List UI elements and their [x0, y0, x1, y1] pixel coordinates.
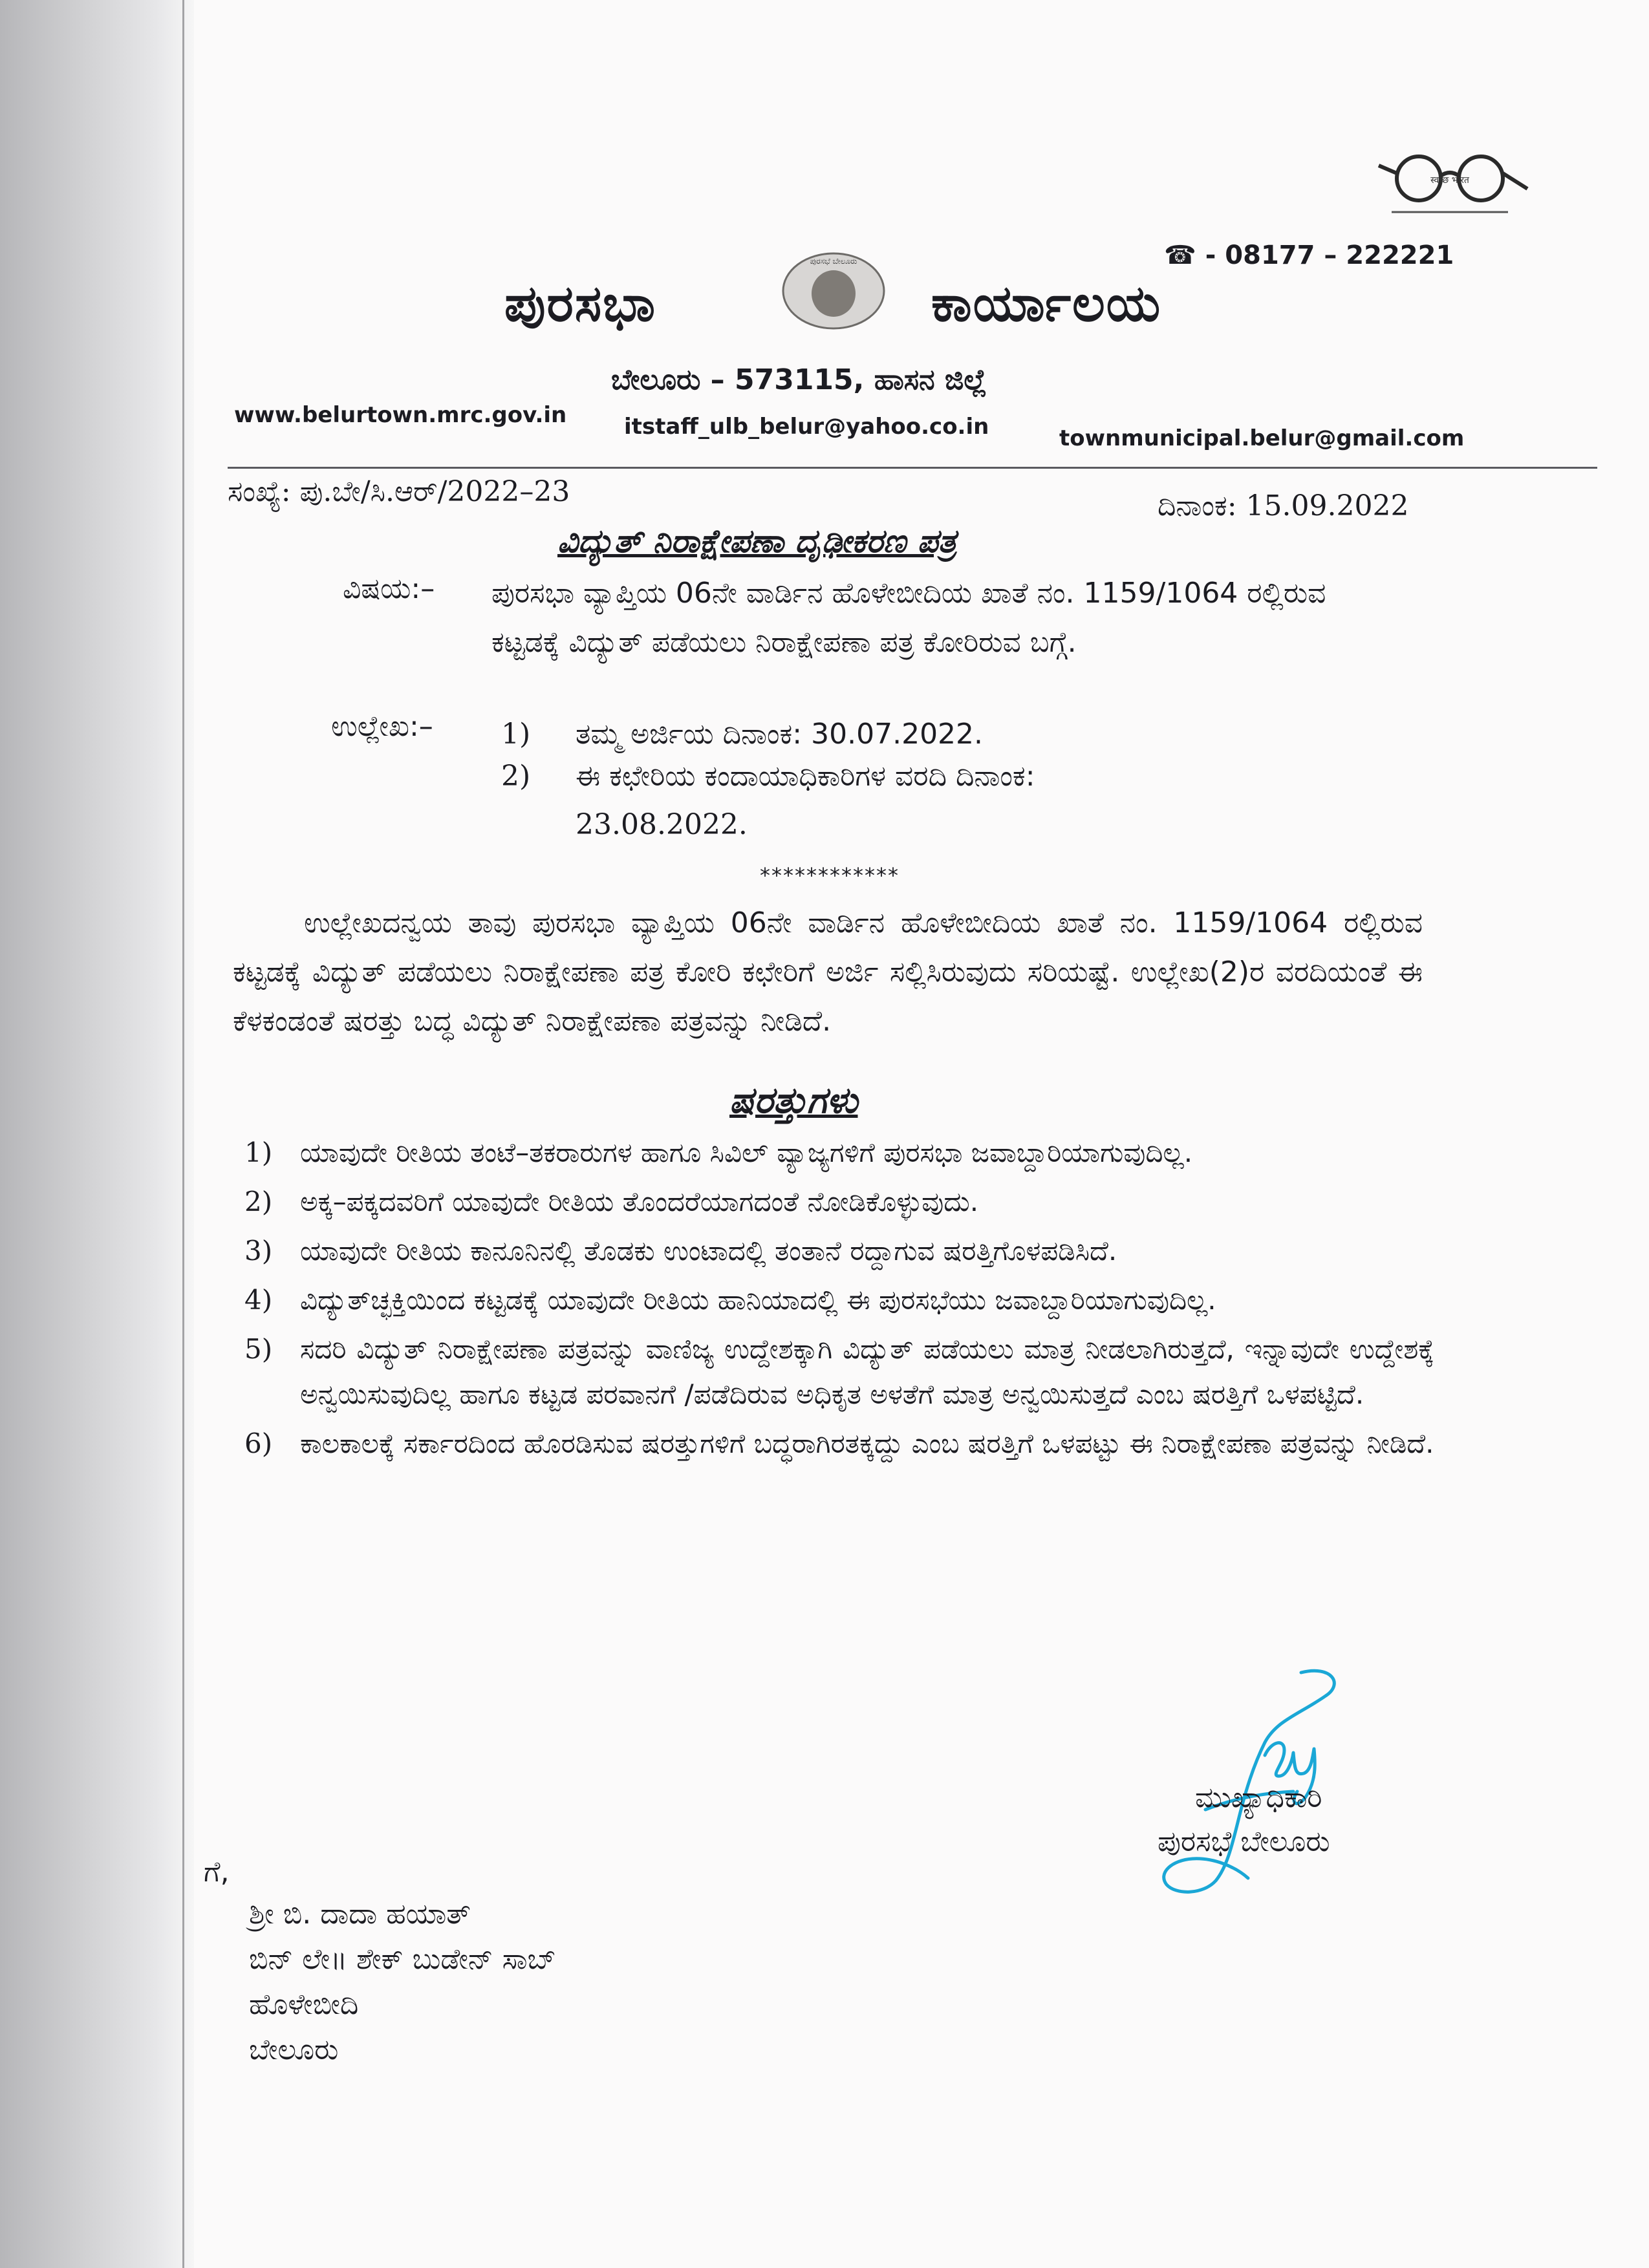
recipient-town: ಬೇಲೂರು [249, 2033, 339, 2066]
to-mark: ಗೆ, [204, 1856, 230, 1888]
condition-text: ಯಾವುದೇ ರೀತಿಯ ತಂಟೆ–ತಕರಾರುಗಳ ಹಾಗೂ ಸಿವಿಲ್ ವ್ಯಾಜ್ಯಗಳಿಗೆ ಪುರಸಭಾ ಜವಾಬ್ದಾರಿಯಾಗುವುದಿಲ್ಲ. [300, 1137, 1193, 1168]
condition-number: 1) [244, 1137, 273, 1168]
swachh-logo-text: स्वच्छ भारत [1430, 175, 1469, 186]
subject-label: ವಿಷಯ:– [343, 572, 435, 605]
condition-number: 5) [244, 1333, 273, 1365]
condition-item [244, 1228, 1434, 1274]
scan-binding-edge [0, 0, 194, 2268]
body-paragraph: ಉಲ್ಲೇಖದನ್ವಯ ತಾವು ಪುರಸಭಾ ವ್ಯಾಪ್ತಿಯ 06ನೇ ವಾರ್ಡಿನ ಹೊಳೇಬೀದಿಯ ಖಾತೆ ನಂ. 1159/1064 ರಲ್ಲಿರುವ ಕಟ್ಟಡಕ್ಕೆ ವಿದ್ಯುತ್ ಪಡೆಯಲು ನಿರಾಕ್ಷೇಪಣಾ ಪತ್ರ ಕೋರಿ ಕಛೇರಿಗೆ ಅರ್ಜಿ ಸಲ್ಲಿಸಿರುವುದು ಸರಿಯಷ್ಟೆ. ಉಲ್ಲೇಖ(2)ರ ವರದಿಯಂತೆ ಈ ಕೆಳಕಂಡಂತೆ ಷರತ್ತು ಬದ್ಧ ವಿದ್ಯುತ್ ನಿರಾಕ್ಷೇಪಣಾ ಪತ್ರವನ್ನು ನೀಡಿದೆ. [233, 906, 1423, 1038]
recipient-father-name: ಬಿನ್ ಲೇ॥ ಶೇಕ್ ಬುಡೇನ್ ಸಾಬ್ [249, 1943, 556, 1976]
reference-2-date: 23.08.2022. [576, 808, 748, 841]
condition-item [244, 1130, 1434, 1175]
swachh-bharat-logo [1372, 147, 1534, 225]
reference-1-text: ತಮ್ಮ ಅರ್ಜಿಯ ದಿನಾಂಕ: 30.07.2022. [576, 718, 984, 751]
reference-number: ಸಂಖ್ಯೆ: ಪು.ಬೇ/ಸಿ.ಆರ್/2022–23 [228, 475, 570, 508]
office-name: ಪುರಸಭಾ [504, 275, 656, 333]
website-link[interactable]: www.belurtown.mrc.gov.in [234, 402, 567, 428]
reference-1-number: 1) [501, 718, 531, 751]
separator-stars: ************ [760, 863, 900, 888]
municipality-seal-icon [781, 251, 887, 332]
condition-item [244, 1179, 1434, 1225]
office-address: ಬೇಲೂರು – 573115, ಹಾಸನ ಜಿಲ್ಲೆ [611, 363, 987, 396]
condition-item [244, 1278, 1434, 1323]
condition-text: ಯಾವುದೇ ರೀತಿಯ ಕಾನೂನಿನಲ್ಲಿ ತೊಡಕು ಉಂಟಾದಲ್ಲಿ ತಂತಾನೆ ರದ್ದಾಗುವ ಷರತ್ತಿಗೊಳಪಡಿಸಿದೆ. [300, 1235, 1117, 1267]
letter-date: ದಿನಾಂಕ: 15.09.2022 [1158, 489, 1409, 522]
reference-label: ಉಲ್ಲೇಖ:– [331, 710, 433, 743]
condition-number: 2) [244, 1186, 273, 1217]
officer-designation: ಮುಖ್ಯಾಧಿಕಾರಿ [1195, 1781, 1322, 1814]
phone-number: ☎ - 08177 – 222221 [1164, 241, 1454, 270]
condition-number: 4) [244, 1284, 273, 1316]
condition-text: ವಿದ್ಯುತ್‌ಚ್ಛಕ್ತಿಯಿಂದ ಕಟ್ಟಡಕ್ಕೆ ಯಾವುದೇ ರೀತಿಯ ಹಾನಿಯಾದಲ್ಲಿ ಈ ಪುರಸಭೆಯು ಜವಾಬ್ದಾರಿಯಾಗುವುದಿಲ್ಲ. [300, 1284, 1216, 1316]
office-word: ಕಾರ್ಯಾಲಯ [931, 275, 1162, 333]
document-title: ವಿದ್ಯುತ್ ನಿರಾಕ್ಷೇಪಣಾ ದೃಢೀಕರಣ ಪತ್ರ [557, 522, 957, 560]
seal-text: ಪುರಸಭೆ ಬೇಲೂರು [810, 257, 857, 266]
subject-text: ಪುರಸಭಾ ವ್ಯಾಪ್ತಿಯ 06ನೇ ವಾರ್ಡಿನ ಹೊಳೇಬೀದಿಯ ಖಾತೆ ನಂ. 1159/1064 ರಲ್ಲಿರುವ ಕಟ್ಟಡಕ್ಕೆ ವಿದ್ಯುತ್ ಪಡೆಯಲು ನಿರಾಕ್ಷೇಪಣಾ ಪತ್ರ ಕೋರಿರುವ ಬಗ್ಗೆ. [491, 577, 1326, 659]
condition-item [244, 1327, 1434, 1417]
conditions-title: ಷರತ್ತುಗಳು [729, 1080, 858, 1122]
reference-2-number: 2) [501, 760, 531, 793]
condition-item [244, 1421, 1434, 1466]
recipient-name: ಶ್ರೀ ಬಿ. ದಾದಾ ಹಯಾತ್ [249, 1898, 471, 1931]
header-divider [228, 467, 1597, 469]
condition-number: 3) [244, 1235, 273, 1267]
email-link-gmail[interactable]: townmunicipal.belur@gmail.com [1059, 425, 1465, 451]
condition-text: ಕಾಲಕಾಲಕ್ಕೆ ಸರ್ಕಾರದಿಂದ ಹೊರಡಿಸುವ ಷರತ್ತುಗಳಿಗೆ ಬದ್ಧರಾಗಿರತಕ್ಕದ್ದು ಎಂಬ ಷರತ್ತಿಗೆ ಒಳಪಟ್ಟು ಈ ನಿರಾಕ್ಷೇಪಣಾ ಪತ್ರವನ್ನು ನೀಡಿದೆ. [300, 1428, 1434, 1459]
reference-2-text: ಈ ಕಛೇರಿಯ ಕಂದಾಯಾಧಿಕಾರಿಗಳ ವರದಿ ದಿನಾಂಕ: [576, 760, 1035, 793]
recipient-locality: ಹೊಳೇಬೀದಿ [249, 1988, 359, 2021]
conditions-list [244, 1130, 1434, 1470]
condition-text: ಸದರಿ ವಿದ್ಯುತ್ ನಿರಾಕ್ಷೇಪಣಾ ಪತ್ರವನ್ನು ವಾಣಿಜ್ಯ ಉದ್ದೇಶಕ್ಕಾಗಿ ವಿದ್ಯುತ್ ಪಡೆಯಲು ಮಾತ್ರ ನೀಡಲಾಗಿರುತ್ತದೆ, ಇನ್ನಾವುದೇ ಉದ್ದೇಶಕ್ಕೆ ಅನ್ವಯಿಸುವುದಿಲ್ಲ ಹಾಗೂ ಕಟ್ಟಡ ಪರವಾನಗೆ /ಪಡೆದಿರುವ ಅಧಿಕೃತ ಅಳತೆಗೆ ಮಾತ್ರ ಅನ್ವಯಿಸುತ್ತದೆ ಎಂಬ ಷರತ್ತಿಗೆ ಒಳಪಟ್ಟಿದೆ. [300, 1333, 1434, 1410]
condition-number: 6) [244, 1428, 273, 1459]
officer-office: ಪುರಸಭೆ ಬೇಲೂರು [1158, 1825, 1330, 1858]
binding-fold-line [182, 0, 184, 2268]
email-link-yahoo[interactable]: itstaff_ulb_belur@yahoo.co.in [624, 414, 989, 440]
condition-text: ಅಕ್ಕ–ಪಕ್ಕದವರಿಗೆ ಯಾವುದೇ ರೀತಿಯ ತೊಂದರೆಯಾಗದಂತೆ ನೋಡಿಕೊಳ್ಳುವುದು. [300, 1186, 979, 1217]
